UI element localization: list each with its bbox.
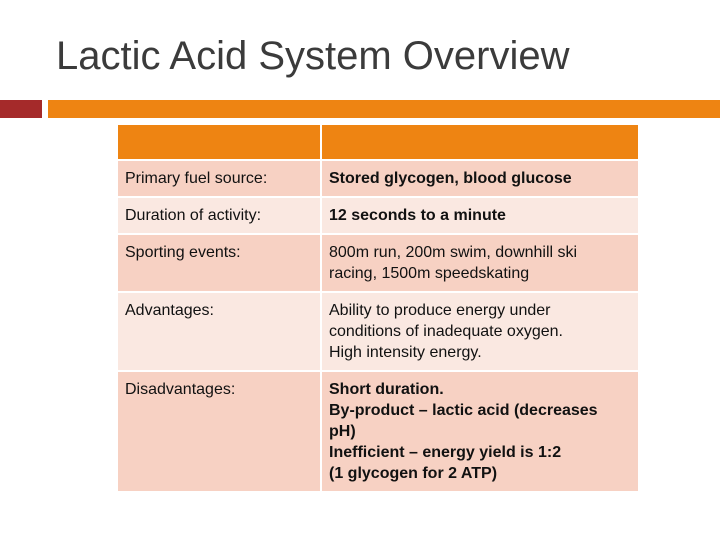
row-value (321, 292, 639, 371)
table-row (117, 371, 639, 492)
row-value-line: racing, 1500m speedskating (329, 265, 530, 282)
row-label: Duration of activity: (117, 197, 321, 234)
row-value (321, 234, 639, 292)
overview-table (116, 123, 640, 493)
row-value-line: pH) (329, 423, 356, 440)
row-value-line: 12 seconds to a minute (329, 207, 506, 224)
row-value (321, 371, 639, 492)
row-label: Sporting events: (117, 234, 321, 292)
row-value-line: (1 glycogen for 2 ATP) (329, 465, 498, 482)
row-value-line: Ability to produce energy under (329, 302, 551, 319)
row-value (321, 197, 639, 234)
row-value (321, 160, 639, 197)
row-value-line: conditions of inadequate oxygen. (329, 323, 563, 340)
row-label: Disadvantages: (117, 371, 321, 492)
slide-title: Lactic Acid System Overview (56, 34, 570, 78)
table-header-cell (117, 124, 321, 160)
table-row (117, 292, 639, 371)
row-value-line: 800m run, 200m swim, downhill ski (329, 244, 578, 261)
table-header-cell (321, 124, 639, 160)
table-header-row (117, 124, 639, 160)
row-label: Primary fuel source: (117, 160, 321, 197)
row-value-line: By-product – lactic acid (decreases (329, 402, 598, 419)
row-value-line: High intensity energy. (329, 344, 482, 361)
table-row (117, 160, 639, 197)
row-label: Advantages: (117, 292, 321, 371)
row-value-line: Inefficient – energy yield is 1:2 (329, 444, 562, 461)
row-value-line: Stored glycogen, blood glucose (329, 170, 572, 187)
accent-block-left (0, 100, 42, 118)
table-row (117, 197, 639, 234)
row-value-line: Short duration. (329, 381, 444, 398)
overview-table-container (116, 123, 638, 493)
table-row (117, 234, 639, 292)
accent-bar (48, 100, 720, 118)
